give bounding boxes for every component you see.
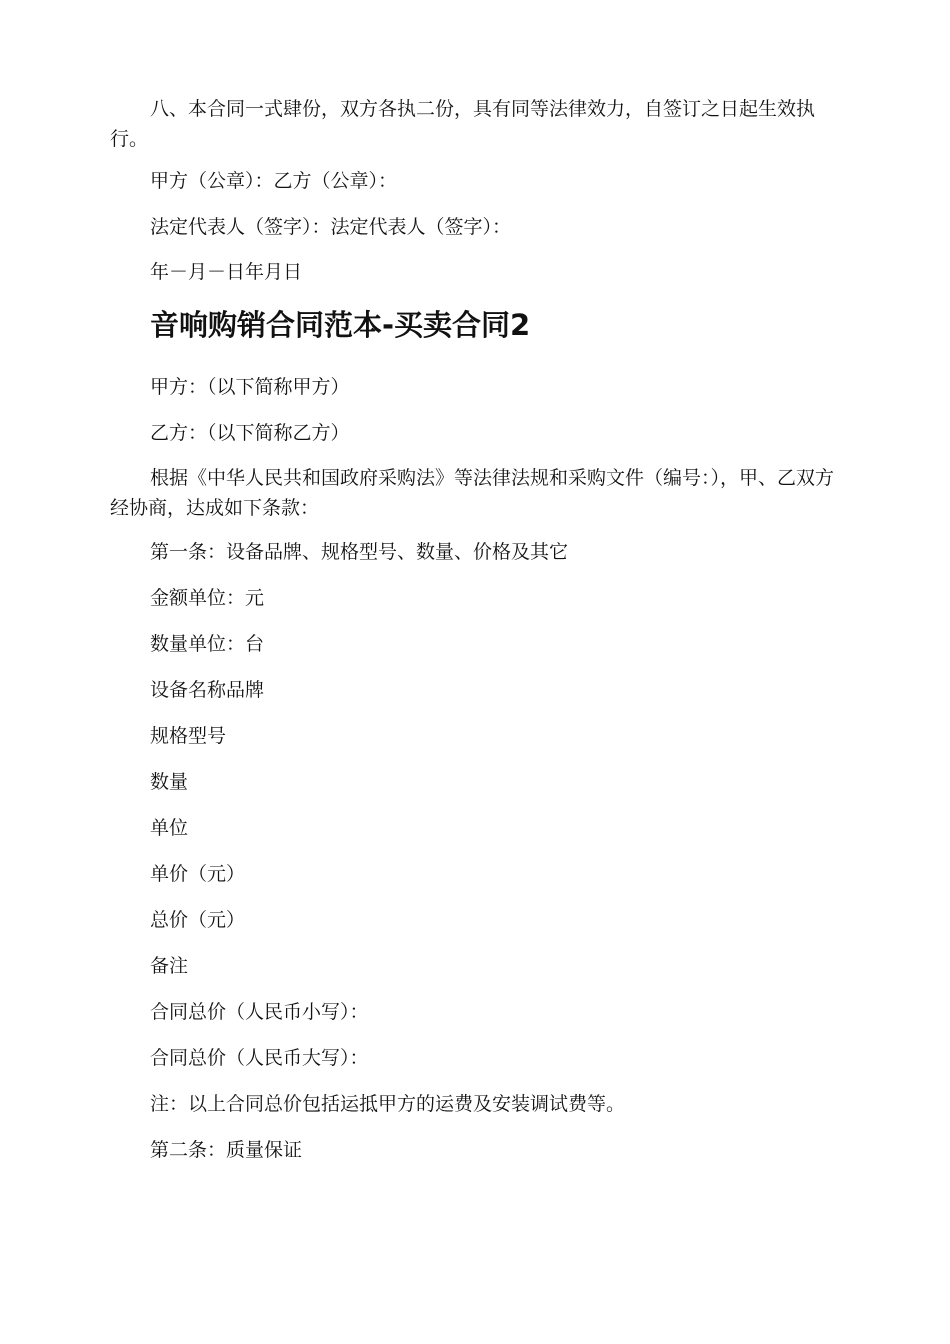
seal-line: 甲方（公章）：乙方（公章）： <box>150 170 398 192</box>
field-unit: 单位 <box>150 817 189 839</box>
field-unit-price: 单价（元） <box>150 863 246 885</box>
signature-line: 法定代表人（签字）：法定代表人（签字）： <box>150 216 512 238</box>
article-two-heading: 第二条：质量保证 <box>150 1139 303 1161</box>
party-b: 乙方：（以下简称乙方） <box>150 422 350 444</box>
party-a: 甲方：（以下简称甲方） <box>150 376 350 398</box>
article-one-heading: 第一条：设备品牌、规格型号、数量、价格及其它 <box>150 541 569 563</box>
date-line: 年－月－日年月日 <box>150 261 303 283</box>
field-quantity: 数量 <box>150 771 189 793</box>
total-lowercase: 合同总价（人民币小写）： <box>150 1001 369 1023</box>
quantity-unit: 数量单位：台 <box>150 633 265 655</box>
field-model: 规格型号 <box>150 725 227 747</box>
preamble: 根据《中华人民共和国政府采购法》等法律法规和采购文件（编号：），甲、乙双方经协商，达成如下条款： <box>110 467 835 519</box>
total-uppercase: 合同总价（人民币大写）： <box>150 1047 369 1069</box>
clause-eight: 八、本合同一式肆份，双方各执二份，具有同等法律效力，自签订之日起生效执行。 <box>110 98 816 150</box>
field-remarks: 备注 <box>150 955 189 977</box>
field-equipment-brand: 设备名称品牌 <box>150 679 265 701</box>
document-title: 音响购销合同范本-买卖合同2 <box>150 308 531 342</box>
amount-unit: 金额单位：元 <box>150 587 265 609</box>
price-note: 注：以上合同总价包括运抵甲方的运费及安装调试费等。 <box>150 1093 626 1115</box>
field-total-price: 总价（元） <box>150 909 246 931</box>
